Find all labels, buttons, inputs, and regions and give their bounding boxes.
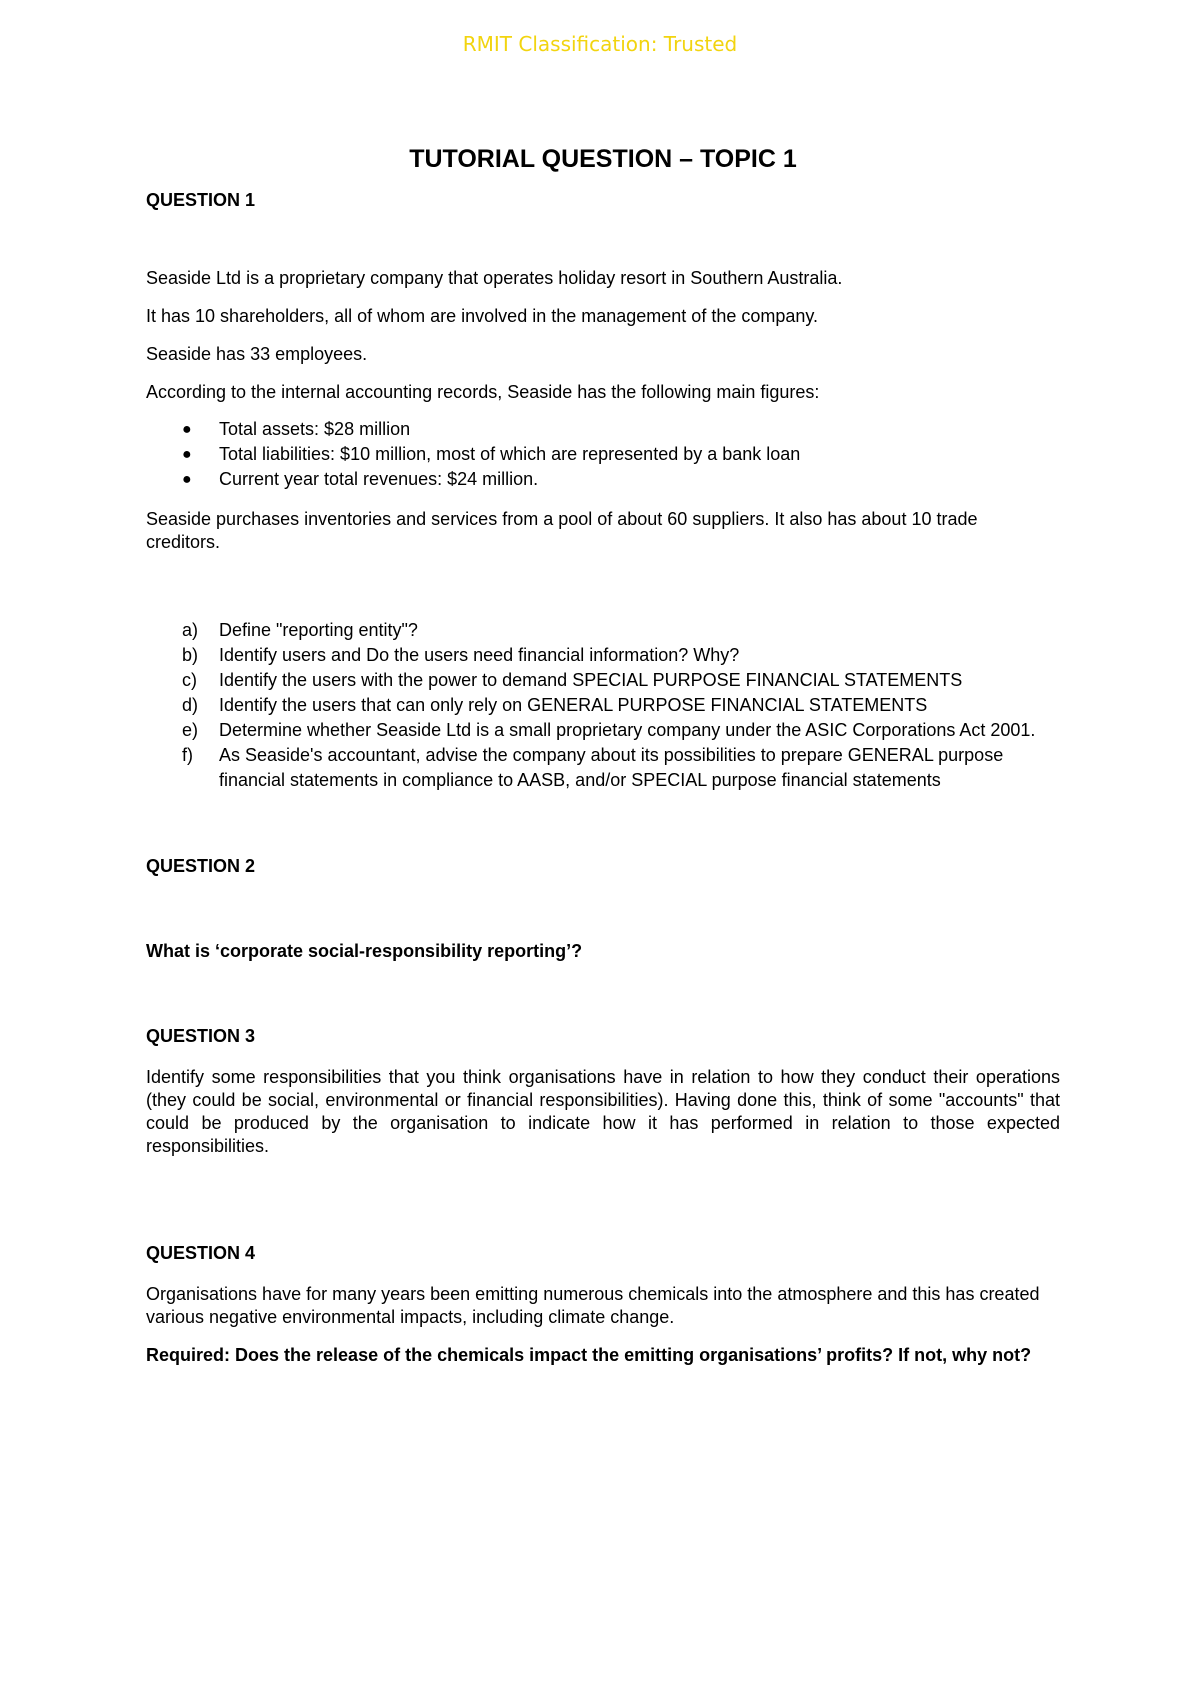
bullet-icon: ● [182, 446, 192, 463]
list-marker: c) [182, 670, 197, 690]
list-marker: e) [182, 720, 199, 740]
list-item [146, 668, 1060, 693]
question-2-text: What is ‘corporate social-responsibility reporting’? [146, 941, 583, 961]
list-item [146, 417, 1060, 442]
list-item-text: Determine whether Seaside Ltd is a small proprietary company under the ASIC Corporations Act 2001. [219, 720, 1036, 740]
q1-paragraph: Seaside has 33 employees. [146, 344, 368, 364]
list-item-text: Identify the users that can only rely on GENERAL PURPOSE FINANCIAL STATEMENTS [219, 695, 928, 715]
list-item [146, 618, 1060, 643]
q1-figures-list [146, 417, 1060, 492]
q1-paragraph: Seaside Ltd is a proprietary company that operates holiday resort in Southern Australia. [146, 268, 843, 288]
list-item [146, 467, 1060, 492]
q1-tasks-list [146, 618, 1060, 793]
list-marker: f) [182, 745, 193, 765]
list-item-text: Identify the users with the power to demand SPECIAL PURPOSE FINANCIAL STATEMENTS [219, 670, 963, 690]
q1-paragraph: It has 10 shareholders, all of whom are involved in the management of the company. [146, 306, 819, 326]
question-3-heading: QUESTION 3 [146, 1026, 256, 1046]
question-2-heading: QUESTION 2 [146, 856, 256, 876]
list-item-text: As Seaside's accountant, advise the company about its possibilities to prepare GENERAL purpose financial statements in compliance to AASB, and/or SPECIAL purpose financial statements [219, 745, 1004, 790]
bullet-icon: ● [182, 471, 192, 488]
q1-paragraph: According to the internal accounting records, Seaside has the following main figures: [146, 382, 820, 402]
question-4-required: Required: Does the release of the chemicals impact the emitting organisations’ profits? If not, why not? [146, 1345, 1032, 1365]
question-1-heading: QUESTION 1 [146, 190, 256, 210]
list-marker: d) [182, 695, 199, 715]
q1-suppliers-paragraph: Seaside purchases inventories and services from a pool of about 60 suppliers. It also has about 10 trade creditors. [146, 509, 978, 552]
list-item [146, 718, 1060, 743]
list-item [146, 643, 1060, 668]
list-item-text: Total liabilities: $10 million, most of which are represented by a bank loan [219, 444, 801, 464]
question-4-heading: QUESTION 4 [146, 1243, 256, 1263]
list-item-text: Current year total revenues: $24 million. [219, 469, 539, 489]
bullet-icon: ● [182, 421, 192, 438]
list-item [146, 743, 1060, 793]
question-3-text: Identify some responsibilities that you think organisations have in relation to how they conduct their operations (they could be social, environmental or financial responsibilities). Having done this, think of some "accounts" that could be produced by the organisation to indicate how it has performed in relation to those expected responsibilities. [146, 1067, 1060, 1156]
question-4-text: Organisations have for many years been emitting numerous chemicals into the atmosphere and this has created various negative environmental impacts, including climate change. [146, 1284, 1040, 1327]
list-marker: a) [182, 620, 199, 640]
list-item [146, 442, 1060, 467]
classification-label: RMIT Classification: Trusted [462, 32, 738, 56]
document-title: TUTORIAL QUESTION – TOPIC 1 [409, 145, 797, 173]
list-marker: b) [182, 645, 199, 665]
document-body [146, 143, 1060, 1385]
list-item-text: Identify users and Do the users need financial information? Why? [219, 645, 740, 665]
list-item [146, 693, 1060, 718]
list-item-text: Total assets: $28 million [219, 419, 411, 439]
list-item-text: Define "reporting entity"? [219, 620, 418, 640]
